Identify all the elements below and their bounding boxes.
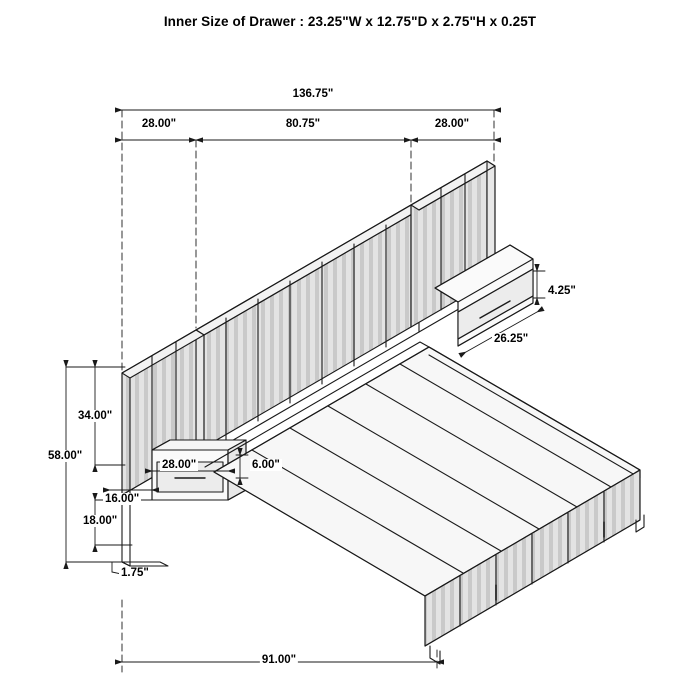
dim-base-rail-height: 1.75"	[121, 567, 149, 579]
dim-overall-height: 58.00"	[48, 450, 83, 462]
dim-bed-length: 91.00"	[261, 654, 297, 666]
dim-right-nightstand-depth: 26.25"	[494, 333, 529, 345]
dim-left-section-width: 28.00"	[141, 118, 177, 130]
dim-left-nightstand-depth: 16.00"	[105, 493, 140, 505]
dim-center-section-width: 80.75"	[285, 118, 321, 130]
dim-right-drawer-height: 4.25"	[548, 285, 576, 297]
dim-nightstand-floor-height: 18.00"	[83, 515, 118, 527]
page-title: Inner Size of Drawer : 23.25"W x 12.75"D x 2.75"H x 0.25T	[163, 14, 537, 29]
dim-left-drawer-height: 6.00"	[252, 459, 280, 471]
dim-total-width: 136.75"	[292, 88, 334, 100]
dim-right-section-width: 28.00"	[434, 118, 470, 130]
dim-left-nightstand-width: 28.00"	[162, 459, 197, 471]
dim-headboard-panel-height: 34.00"	[78, 410, 113, 422]
headboard-base-post	[122, 495, 168, 566]
